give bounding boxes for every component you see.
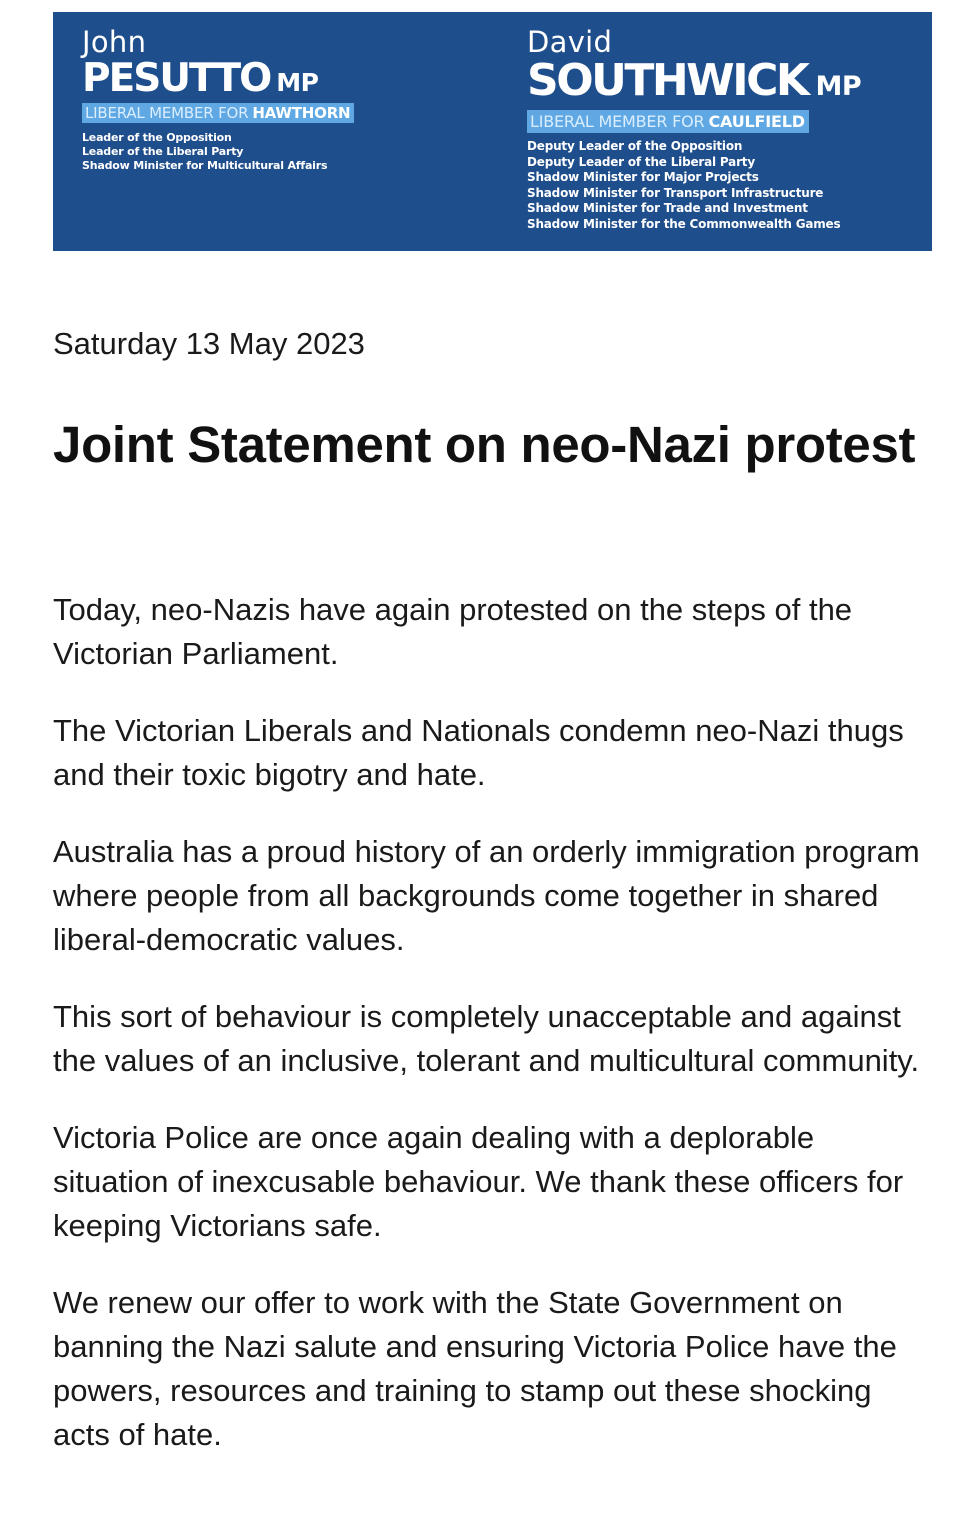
statement-paragraph: Victoria Police are once again dealing with a deplorable situation of inexcusable behaviour. We thank these officers for keeping Victorians safe. <box>53 1120 904 1243</box>
mp-first-name: David <box>527 25 613 59</box>
mp-block-southwick <box>527 26 861 232</box>
statement-paragraph: We renew our offer to work with the State Government on banning the Nazi salute and ensuring Victoria Police have the powers, resources and training to stamp out these shocking acts of hate. <box>53 1285 897 1452</box>
mp-role: Deputy Leader of the Opposition <box>527 139 743 153</box>
electorate-name: HAWTHORN <box>252 104 351 122</box>
mp-role: Leader of the Liberal Party <box>82 145 244 158</box>
statement-paragraph: This sort of behaviour is completely unacceptable and against the values of an inclusive, tolerant and multicultural community. <box>53 999 920 1078</box>
statement-body <box>53 588 933 1490</box>
mp-surname: SOUTHWICK <box>527 55 808 106</box>
electorate-prefix: LIBERAL MEMBER FOR <box>530 112 705 131</box>
electorate-prefix: LIBERAL MEMBER FOR <box>85 104 249 122</box>
mp-role: Deputy Leader of the Liberal Party <box>527 154 755 169</box>
mp-role: Shadow Minister for Multicultural Affairs <box>82 159 328 172</box>
mp-surname: PESUTTO <box>82 56 271 101</box>
statement-paragraph: The Victorian Liberals and Nationals condemn neo-Nazi thugs and their toxic bigotry and hate. <box>53 713 904 792</box>
statement-paragraph: Australia has a proud history of an orderly immigration program where people from all backgrounds come together in shared liberal-democratic values. <box>53 834 920 957</box>
mp-roles-list <box>527 139 861 232</box>
electorate-name: CAULFIELD <box>708 112 805 131</box>
mp-role: Shadow Minister for the Commonwealth Games <box>527 216 841 231</box>
mp-name-row <box>527 55 862 106</box>
mp-roles-list <box>82 131 354 173</box>
mp-role: Shadow Minister for Transport Infrastructure <box>527 185 824 200</box>
statement-date: Saturday 13 May 2023 <box>53 326 365 361</box>
statement-title: Joint Statement on neo-Nazi protest <box>53 416 916 473</box>
mp-role: Shadow Minister for Trade and Investment <box>527 201 808 215</box>
electorate-bar <box>82 103 354 123</box>
mp-block-pesutto <box>82 26 354 173</box>
letterhead-banner <box>53 12 932 251</box>
statement-paragraph: Today, neo-Nazis have again protested on the steps of the Victorian Parliament. <box>53 592 853 671</box>
electorate-bar <box>527 110 809 133</box>
mp-suffix: MP <box>815 71 862 102</box>
mp-name-row <box>82 58 354 100</box>
mp-role: Shadow Minister for Major Projects <box>527 170 759 184</box>
mp-role: Leader of the Opposition <box>82 131 232 144</box>
mp-suffix: MP <box>276 68 319 97</box>
mp-first-name: John <box>82 25 147 59</box>
